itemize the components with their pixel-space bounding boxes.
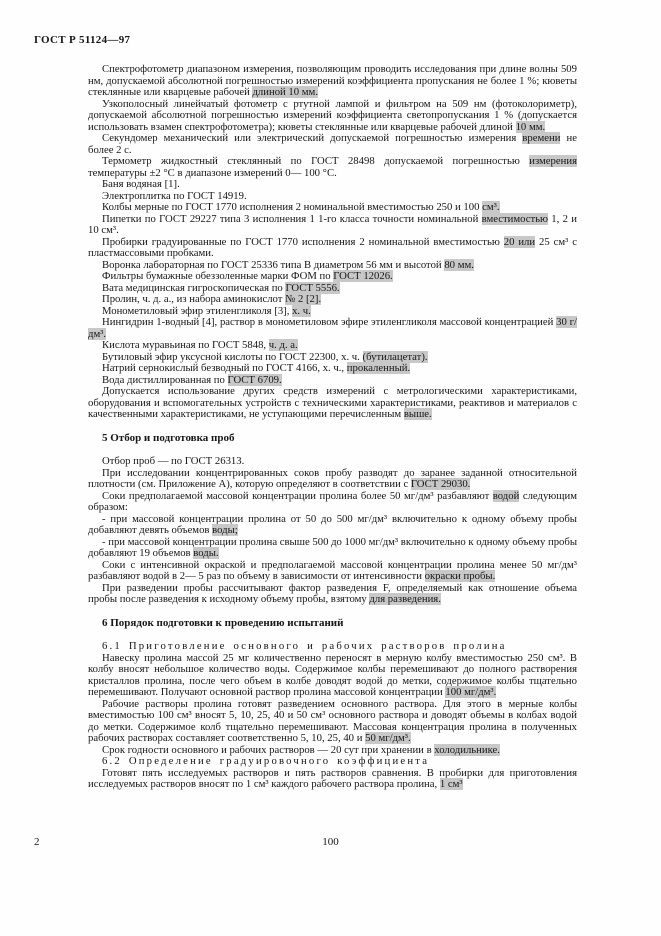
paragraph: Кислота муравьиная по ГОСТ 5848, ч. д. а.	[102, 339, 298, 351]
highlighted-text: 1 см³	[439, 778, 463, 790]
highlighted-text: ч. д. а.	[268, 339, 298, 351]
highlighted-text: окраски пробы.	[424, 570, 496, 582]
highlighted-text: измерения	[529, 155, 577, 167]
paragraph: Готовят пять исследуемых растворов и пять растворов сравнения. В пробирки для приготовления исследуемых растворов вносят по 1 см³ каждого рабочего раствора пролина, 1 см³	[88, 766, 577, 790]
paragraph: Баня водяная [1].	[102, 178, 180, 190]
highlighted-text: ГОСТ 29030.	[410, 478, 471, 490]
document-body	[88, 64, 577, 791]
paragraph: Соки с интенсивной окраской и предполагаемой массовой концентрации пролина менее 50 мг/дм³ разбавляют водой в 2— 5 раз по объему в зависимости от интенсивности окраски пробы.	[88, 558, 577, 582]
sub-section-heading: 6.2 Определение градуировочного коэффициента	[102, 755, 430, 767]
paragraph: Навеску пролина массой 25 мг количественно переносят в мерную колбу вместимостью 250 см³. В колбу вносят небольшое количество воды. Содержимое колбы перемешивают до полного растворения кристаллов пролина, после чего объем в колбе доводят водой до метки, содержимое колбы тщательно перемешивают. Получают основной раствор пролина массовой концентрации 100 мг/дм³.	[88, 651, 577, 698]
paragraph: Колбы мерные по ГОСТ 1770 исполнения 2 номинальной вместимостью 250 и 100 см³.	[102, 201, 500, 213]
paragraph: При исследовании концентрированных соков пробу разводят до заранее заданной относительной плотности (см. Приложение А), которую определяют в соответствии с ГОСТ 29030.	[88, 466, 577, 490]
page-number: 2	[34, 836, 40, 848]
paragraph: Пролин, ч. д. а., из набора аминокислот № 2 [2].	[102, 293, 322, 305]
paragraph: Соки предполагаемой массовой концентрации пролина более 50 мг/дм³ разбавляют водой следующим образом:	[88, 489, 577, 513]
paragraph: Допускается использование других средств измерений с метрологическими характеристиками, оборудования и вспомогательных устройств с техническими характеристиками, реактивов и материалов с качественными характеристиками, не уступающими перечисленным выше.	[88, 385, 577, 420]
paragraph: Фильтры бумажные обеззоленные марки ФОМ по ГОСТ 12026.	[102, 270, 393, 282]
paragraph: Срок годности основного и рабочих растворов — 20 сут при хранении в холодильнике.	[102, 743, 500, 756]
highlighted-text: для разведения.	[369, 593, 441, 605]
highlighted-text: длиной 10 мм.	[252, 86, 318, 98]
highlighted-text: ГОСТ 6709.	[227, 373, 282, 386]
paragraph: При разведении пробы рассчитывают фактор разведения F, определяемый как отношение объема пробы после разведения к исходному объему пробы, взятому для разведения.	[88, 581, 577, 605]
paragraph: Натрий сернокислый безводный по ГОСТ 4166, х. ч., прокаленный.	[102, 362, 411, 374]
highlighted-text: 10 мм.	[515, 120, 546, 133]
highlighted-text: 30 г/дм³.	[88, 316, 578, 340]
paragraph: Электроплитка по ГОСТ 14919.	[102, 189, 247, 202]
paragraph: Воронка лабораторная по ГОСТ 25336 типа В диаметром 56 мм и высотой 80 мм.	[102, 258, 474, 271]
paragraph: Отбор проб — по ГОСТ 26313.	[102, 455, 245, 467]
paragraph: Пипетки по ГОСТ 29227 типа 3 исполнения 1 1-го класса точности номинальной вместимостью 1, 2 и 10 см³.	[88, 212, 577, 236]
paragraph: - при массовой концентрации пролина свыше 500 до 1000 мг/дм³ включительно к одному объему пробы добавляют 19 объемов воды.	[88, 535, 577, 559]
sub-section-heading: 6.1 Приготовление основного и рабочих растворов пролина	[102, 640, 507, 652]
paragraph: Термометр жидкостный стеклянный по ГОСТ 28498 допускаемой погрешностью измерения температуры ±2 °С в диапазоне измерений 0— 100 °С.	[88, 155, 577, 179]
highlighted-text: ГОСТ 12026.	[333, 270, 393, 282]
collection-page-number: 100	[322, 836, 339, 848]
highlighted-text: 20 или	[503, 235, 536, 248]
highlighted-text: 50 мг/дм³.	[365, 732, 411, 744]
section-heading: 6 Порядок подготовки к проведению испытаний	[102, 616, 344, 629]
paragraph: Бутиловый эфир уксусной кислоты по ГОСТ 22300, х. ч. (бутилацетат).	[102, 350, 428, 363]
paragraph: Пробирки градуированные по ГОСТ 1770 исполнения 2 номинальной вместимостью 20 или 25 см³ с пластмассовыми пробками.	[88, 235, 577, 259]
highlighted-text: ГОСТ 5556.	[285, 281, 340, 294]
highlighted-text: холодильнике.	[434, 743, 500, 756]
highlighted-text: см³.	[482, 201, 500, 213]
section-heading: 5 Отбор и подготовка проб	[102, 431, 235, 444]
highlighted-text: 80 мм.	[444, 258, 474, 271]
paragraph: Рабочие растворы пролина готовят разведением основного раствора. Для этого в мерные колбы вместимостью 100 см³ вносят 5, 10, 25, 40 и 50 см³ основного раствора и доводят объемы в колбах водой до метки. Содержимое колб тщательно перемешивают. Массовая концентрация пролина в полученных рабочих растворах составляет соответственно 5, 10, 25, 40 и 50 мг/дм³.	[88, 697, 577, 744]
highlighted-text: воды;	[212, 524, 238, 536]
highlighted-text: 100 мг/дм³.	[445, 686, 497, 698]
highlighted-text: выше.	[403, 408, 432, 420]
document-footer	[0, 836, 661, 850]
paragraph: Вата медицинская гигроскопическая по ГОСТ 5556.	[102, 281, 340, 294]
paragraph: Секундомер механический или электрический допускаемой погрешностью измерения времени не более 2 с.	[88, 132, 577, 156]
highlighted-text: вместимостью	[481, 212, 549, 225]
paragraph: - при массовой концентрации пролина от 50 до 500 мг/дм³ включительно к одному объему пробы добавляют девять объемов воды;	[88, 512, 577, 536]
paragraph: Монометиловый эфир этиленгликоля [3], х. ч.	[102, 304, 311, 317]
highlighted-text: (бутилацетат).	[362, 350, 428, 363]
highlighted-text: воды.	[193, 547, 219, 559]
highlighted-text: х. ч.	[292, 304, 311, 317]
highlighted-text: водой	[492, 489, 520, 502]
doc-number: ГОСТ Р 51124—97	[34, 34, 131, 46]
highlighted-text: прокаленный.	[346, 362, 411, 374]
paragraph: Спектрофотометр диапазоном измерения, позволяющим проводить исследования при длине волны 509 нм, допускаемой абсолютной погрешностью измерений коэффициента пропускания не более 1 %; кюветы стеклянные или кварцевые рабочей длиной 10 мм.	[88, 63, 577, 98]
paragraph: Нингидрин 1-водный [4], раствор в монометиловом эфире этиленгликоля массовой концентрацией 30 г/дм³.	[88, 316, 578, 340]
paragraph: Узкополосный линейчатый фотометр с ртутной лампой и фильтром на 509 нм (фотоколориметр), допускаемой абсолютной погрешностью измерений коэффициента светопропускания 1 % (допускается использовать взамен спектрофотометра); кюветы стеклянные или кварцевые рабочей длиной 10 мм.	[88, 97, 577, 133]
highlighted-text: № 2 [2].	[285, 293, 322, 305]
highlighted-text: времени	[522, 132, 561, 144]
paragraph: Вода дистиллированная по ГОСТ 6709.	[102, 373, 282, 386]
document-header	[34, 34, 130, 46]
